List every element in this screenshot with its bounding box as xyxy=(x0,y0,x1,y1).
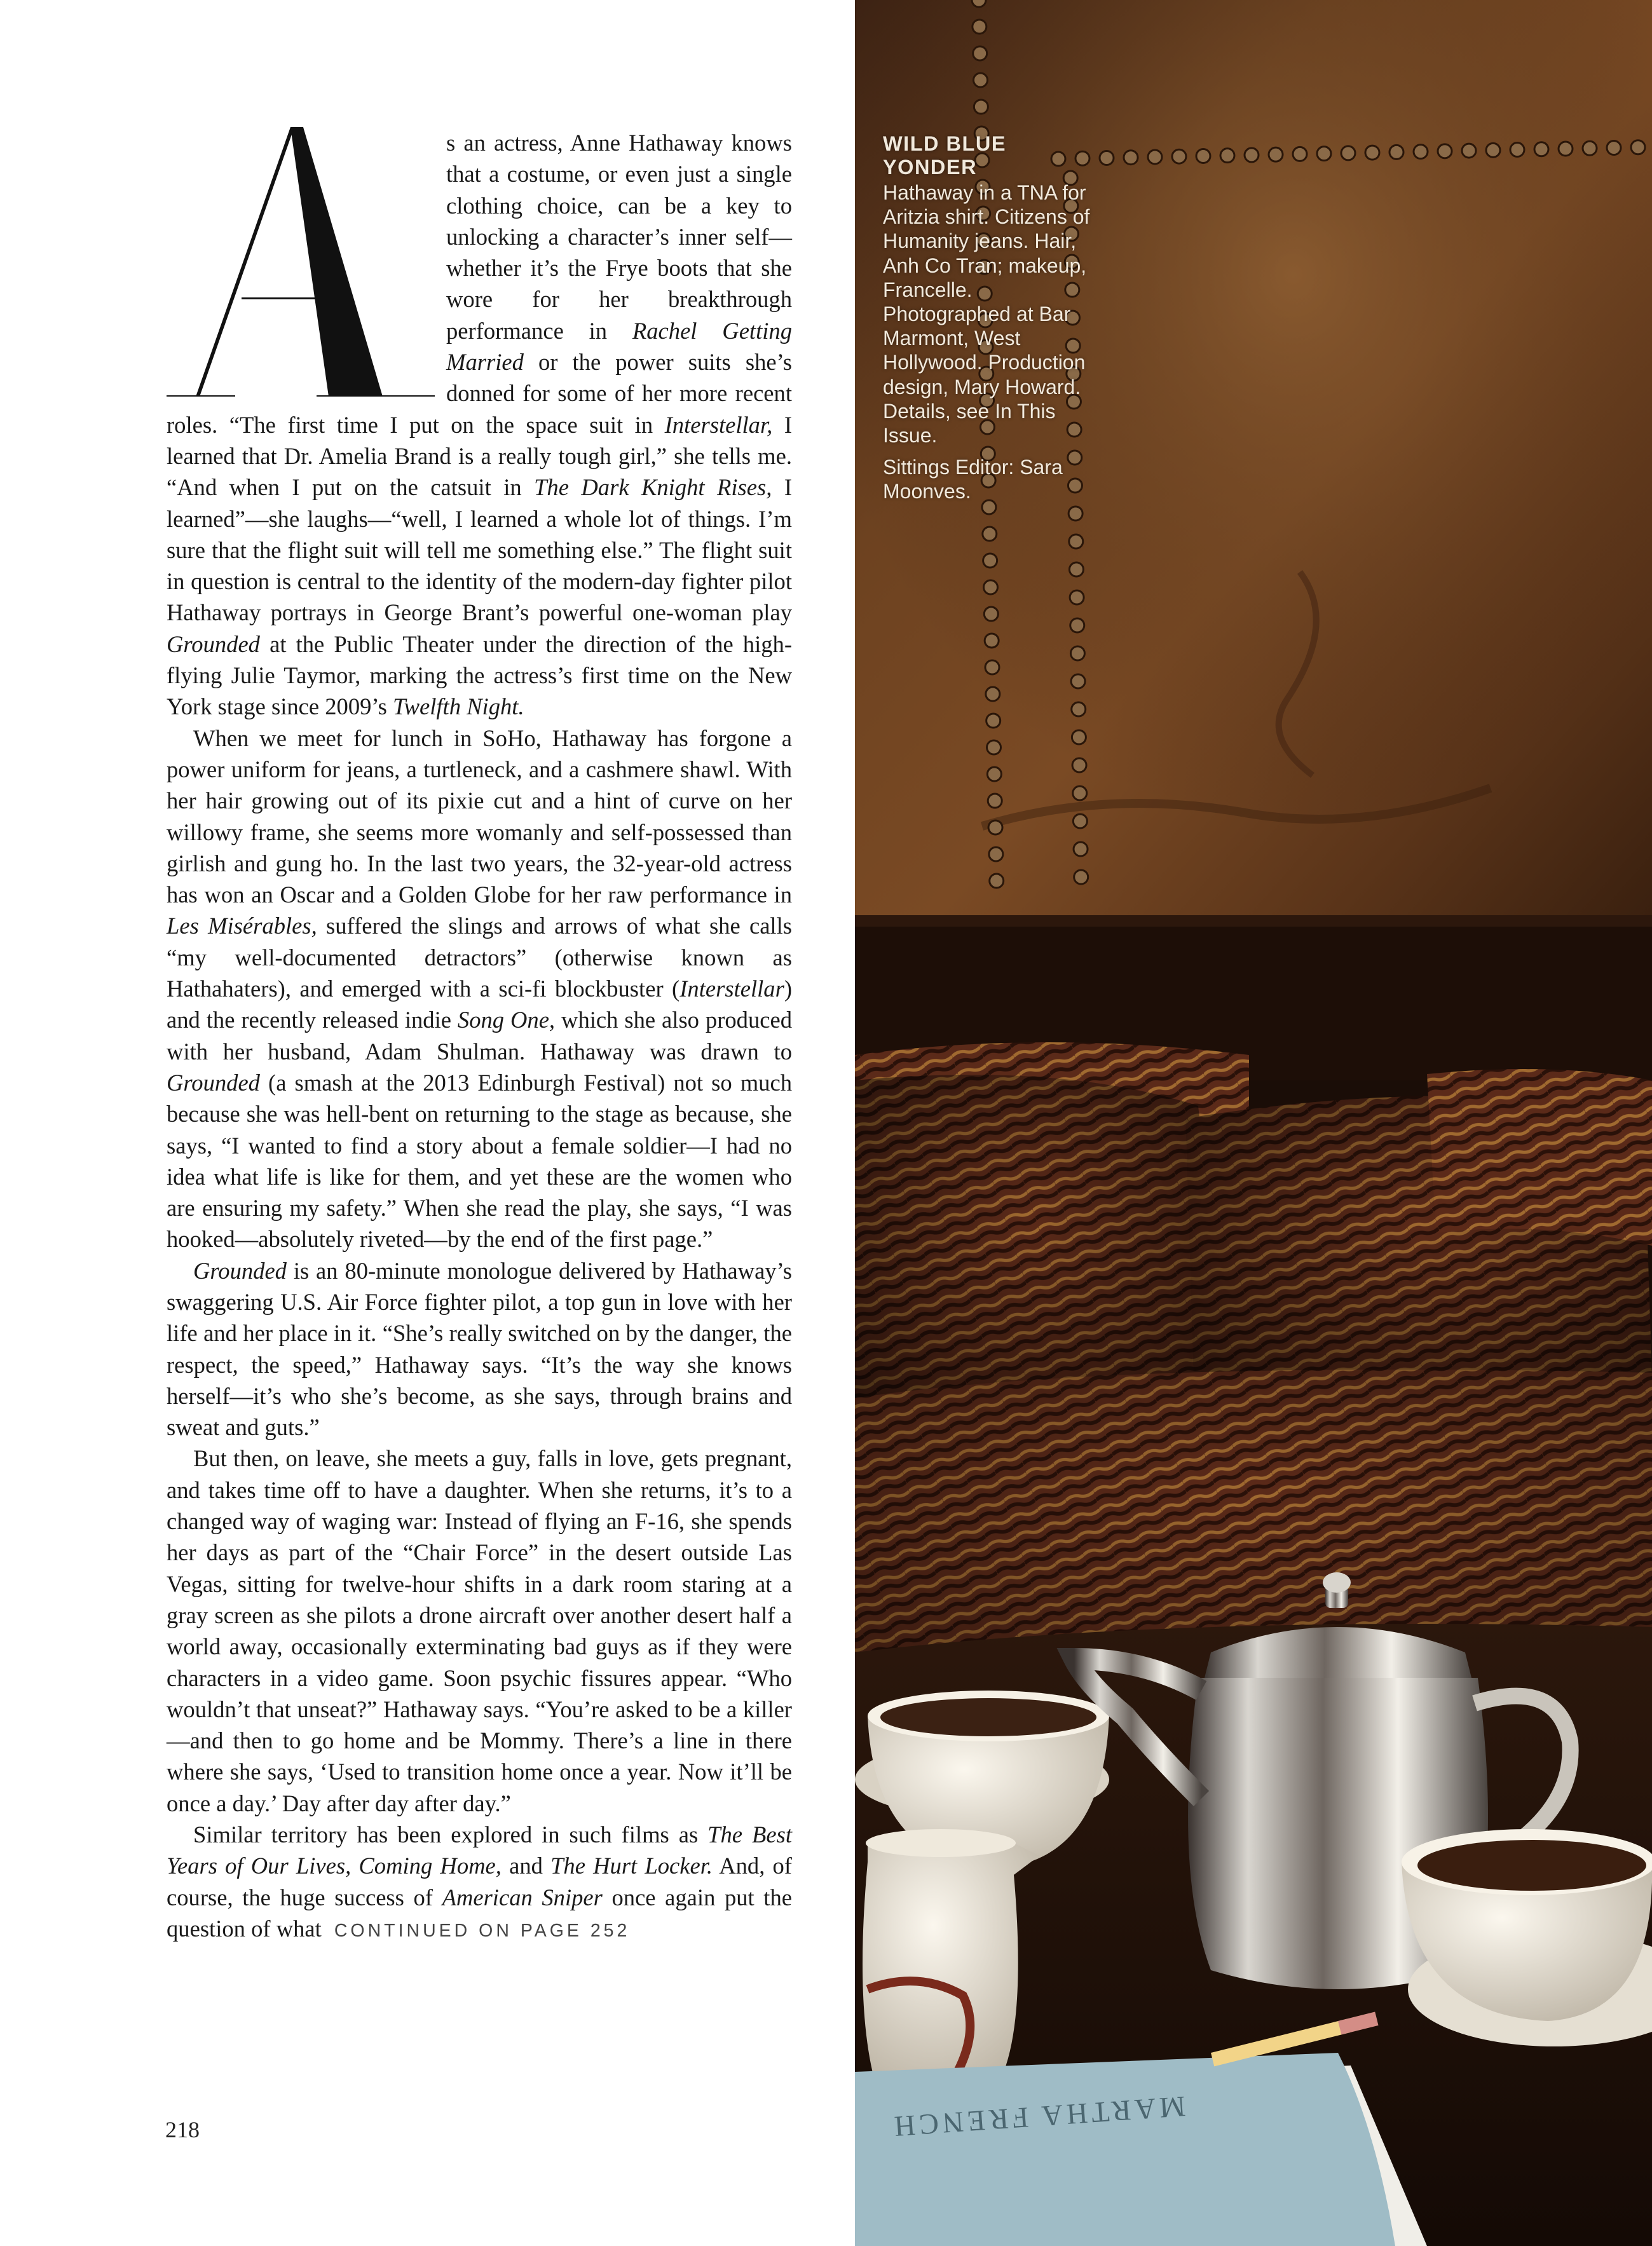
text-run: I learned”—she laughs—“well, I learned a whole lot of things. I’m sure that the flight suit will tell me something else.” The flight suit in question is central to the identity of the modern-day fighter pilot Hathaway portrays in George Brant’s powerful one-woman play xyxy=(167,474,793,626)
rivet xyxy=(974,100,988,114)
book xyxy=(855,2053,1395,2246)
text-run: once again put the question of what xyxy=(167,1884,792,1942)
italic-title: Twelfth Night. xyxy=(392,693,524,720)
italic-title: Les Misérables, xyxy=(167,913,317,939)
photo-caption xyxy=(883,132,1099,512)
italic-title: Grounded xyxy=(167,630,260,657)
rivet xyxy=(985,634,999,648)
drop-cap xyxy=(167,127,435,397)
rivet xyxy=(1072,758,1086,772)
text-run: at the Public Theater under the direction of the high-flying Julie Taymor, marking the actress’s first time on the New York stage since 2009’s xyxy=(167,630,792,720)
rivet xyxy=(1073,786,1087,800)
rivet xyxy=(1365,146,1379,160)
article-paragraph xyxy=(167,1255,792,1443)
rivet xyxy=(973,46,987,60)
rivet xyxy=(1073,814,1087,828)
text-run: s an actress, Anne Hathaway knows that a costume, or even just a single clothing choice, can be a key to unlocking a character’s inner self—whether it’s the Frye boots that she wore for her breakthrough performance in xyxy=(446,130,792,344)
book-title: MARTHA FRENCH xyxy=(889,2090,1187,2144)
rivet xyxy=(1486,143,1500,157)
rivet xyxy=(1074,842,1088,856)
rivet xyxy=(1196,149,1210,163)
rivet xyxy=(1631,140,1645,154)
article-paragraphs xyxy=(167,127,792,1947)
rivet xyxy=(987,740,1001,754)
rivet xyxy=(1317,147,1331,161)
rivet xyxy=(1072,702,1086,716)
rivet xyxy=(1438,144,1452,158)
text-run: I learned that Dr. Amelia Brand is a really tough girl,” she tells me. “And when I put on the catsuit in xyxy=(167,411,793,501)
text-run: or the power suits she’s donned for some of her more recent roles. “The first time I put on the space suit in xyxy=(167,349,792,438)
text-run: and xyxy=(501,1853,551,1879)
rivet xyxy=(1172,149,1186,163)
rivet xyxy=(990,874,1004,888)
rivet xyxy=(1124,151,1138,165)
italic-title: Interstellar xyxy=(679,976,784,1002)
rivet xyxy=(1269,147,1283,161)
rivet xyxy=(1220,149,1234,163)
italic-title: Grounded xyxy=(193,1257,287,1284)
rivet xyxy=(1070,618,1084,632)
rivet xyxy=(1069,534,1083,548)
rivet xyxy=(988,794,1002,808)
text-run: And, of course, the huge success of xyxy=(167,1853,792,1910)
rivet xyxy=(1462,144,1476,158)
rivet xyxy=(983,554,997,568)
text-run: ) and the recently released indie xyxy=(167,976,792,1033)
italic-title: Interstellar, xyxy=(664,411,773,438)
rivet xyxy=(988,820,1002,834)
text-run: Similar territory has been explored in such films as xyxy=(193,1821,708,1848)
continued-jump-line: CONTINUED ON PAGE 252 xyxy=(334,1920,631,1941)
rivet xyxy=(1148,150,1162,164)
rivet xyxy=(1100,151,1114,165)
caption-credit: Sittings Editor: Sara Moonves. xyxy=(883,456,1063,503)
rivet xyxy=(1072,730,1086,744)
page-number: 218 xyxy=(165,2117,200,2142)
rivet xyxy=(1070,646,1084,660)
rivet xyxy=(1534,142,1548,156)
italic-title: Rachel Getting Married xyxy=(446,317,792,376)
article-body xyxy=(167,127,792,2091)
rivet xyxy=(983,527,997,541)
rivet xyxy=(987,767,1001,781)
italic-title: The Best Years of Our Lives, Coming Home, xyxy=(167,1821,792,1879)
drop-cap-letter-a xyxy=(167,127,435,397)
rivet xyxy=(1583,141,1597,155)
rivet xyxy=(983,580,997,594)
italic-title: Song One, xyxy=(457,1007,556,1033)
rivet xyxy=(986,687,1000,701)
article-paragraph xyxy=(167,723,792,1255)
rivet xyxy=(1074,870,1088,884)
text-run: But then, on leave, she meets a guy, falls in love, gets pregnant, and takes time off to have a daughter. When she returns, it’s to a changed way of waging war: Instead of flying an F-16, she spends her days as part of the “Chair Force” in the desert outside Las Vegas, sitting for twelve-hour shifts in a dark room staring at a gray screen as she pilots a drone aircraft over another desert half a world away, occasionally exterminating bad guys as if they were characters in a video game. Soon psychic fissures appear. “Who wouldn’t that unseat?” Hathaway says. “You’re asked to be a killer—and then to go home and be Mommy. There’s a line in there where she says, ‘Used to transition home once a year. Now it’ll be once a day.’ Day after day after day.” xyxy=(167,1445,792,1816)
article-paragraph xyxy=(167,1443,792,1819)
rivet xyxy=(984,607,998,621)
article-paragraph xyxy=(167,1819,792,1947)
italic-title: The Dark Knight Rises, xyxy=(534,474,772,501)
rivet xyxy=(1607,141,1621,155)
text-run: which she also produced with her husband, Adam Shulman. Hathaway was drawn to xyxy=(167,1007,792,1065)
rivet xyxy=(1071,674,1085,688)
text-run: (a smash at the 2013 Edinburgh Festival) not so much because she was hell-bent on returning to the stage as because, she says, “I wanted to find a story about a female soldier—I had no idea what life is like for them, and yet these are the women who are ensuring my safety.” When she read the play, she says, “I was hooked—absolutely riveted—by the end of the first page.” xyxy=(167,1069,792,1253)
rivet xyxy=(1341,146,1355,160)
rivet xyxy=(972,0,986,7)
rivet xyxy=(1559,142,1573,156)
rivet xyxy=(986,714,1000,728)
italic-title: American Sniper xyxy=(442,1884,603,1910)
rivet xyxy=(1293,147,1307,161)
rivet xyxy=(1245,148,1259,162)
rivet xyxy=(985,660,999,674)
italic-title: Grounded xyxy=(167,1069,260,1096)
rivet xyxy=(1069,562,1083,576)
text-run: suffered the slings and arrows of what she calls “my well-documented detractors” (otherwise known as Hathahaters), and emerged with a sci-fi blockbuster ( xyxy=(167,913,792,1002)
italic-title: The Hurt Locker. xyxy=(550,1853,713,1879)
rivet xyxy=(989,847,1003,861)
text-run: is an 80-minute monologue delivered by Hathaway’s swaggering U.S. Air Force fighter pilot, a top gun in love with her life and her place in it. “She’s really switched on by the danger, the respect, the speed,” Hathaway says. “It’s the way she knows herself—it’s who she’s become, as she says, through brains and sweat and guts.” xyxy=(167,1257,792,1441)
rivet xyxy=(973,20,986,34)
caption-headline: WILD BLUE YONDER xyxy=(883,132,1007,179)
rivet xyxy=(1510,143,1524,157)
rivet xyxy=(974,73,988,87)
rivet xyxy=(1389,145,1403,159)
rivet xyxy=(1070,590,1084,604)
rivet xyxy=(1414,145,1428,159)
text-run: When we meet for lunch in SoHo, Hathaway has forgone a power uniform for jeans, a turtleneck, and a cashmere shawl. With her hair growing out of its pixie cut and a hint of curve on her willowy frame, she seems more womanly and self-possessed than girlish and gung ho. In the last two years, the 32-year-old actress has won an Oscar and a Golden Globe for her raw performance in xyxy=(167,725,792,908)
caption-body: Hathaway in a TNA for Aritzia shirt. Citizens of Humanity jeans. Hair, Anh Co Tran; makeup, Francelle. Photographed at Bar Marmont, West Hollywood. Production design, Mary Howard. Details, see In This Issue. xyxy=(883,181,1090,447)
